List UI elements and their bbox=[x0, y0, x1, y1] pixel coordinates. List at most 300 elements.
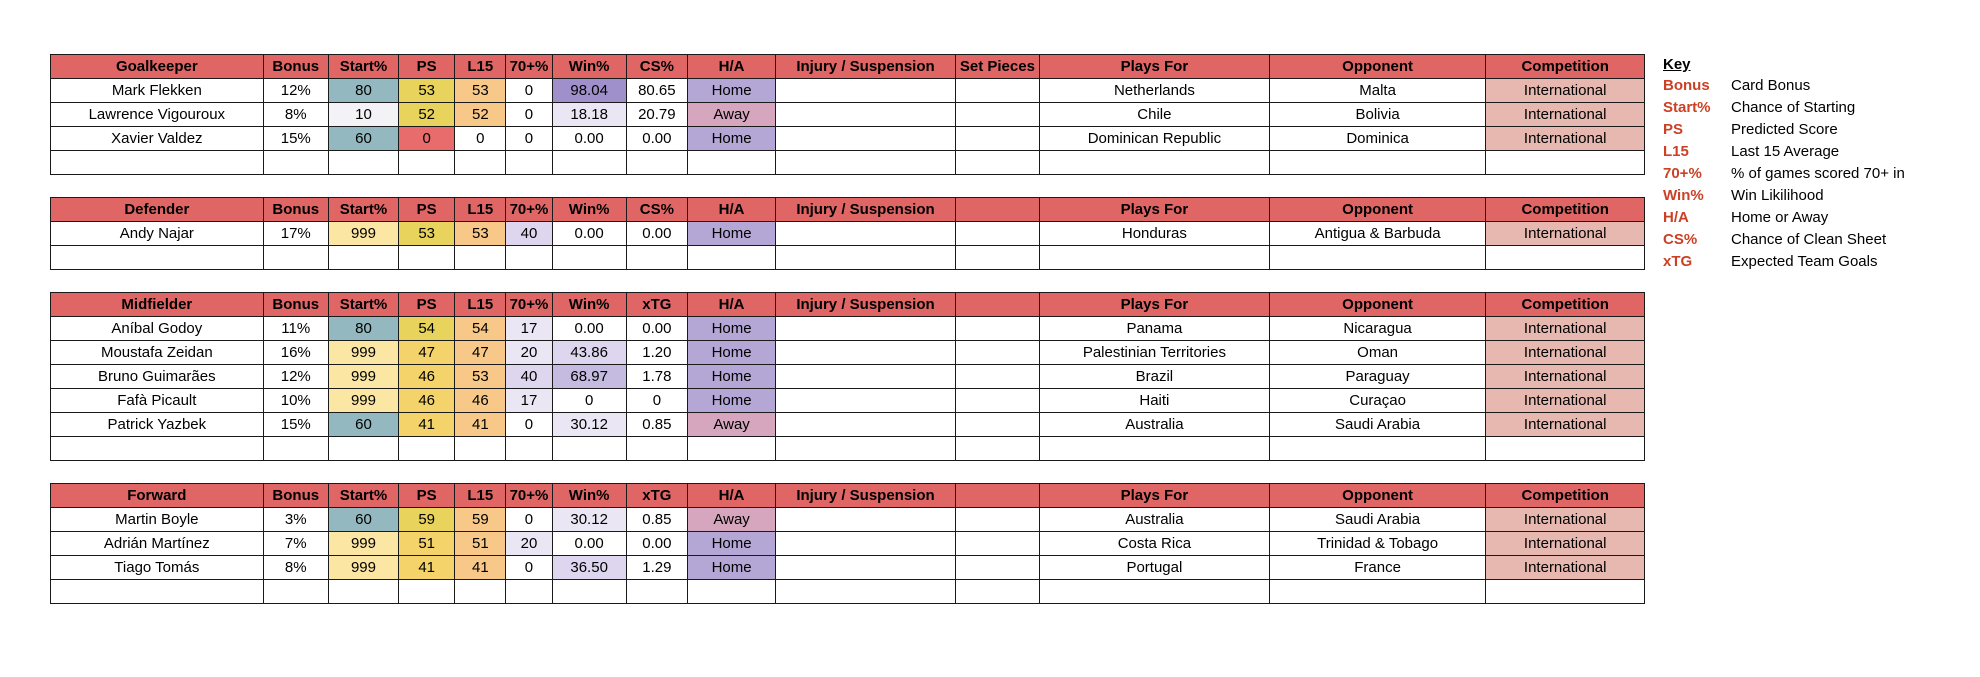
table-header-row bbox=[51, 293, 1645, 317]
header-cell: Bonus bbox=[263, 198, 328, 222]
player-tables bbox=[50, 54, 1645, 626]
empty-cell[interactable] bbox=[263, 437, 328, 461]
header-cell: Win% bbox=[552, 55, 626, 79]
start-cell[interactable]: 999 bbox=[328, 389, 398, 413]
set-pieces-cell[interactable] bbox=[955, 365, 1039, 389]
plays-for-cell[interactable]: Netherlands bbox=[1040, 79, 1270, 103]
header-cell: Bonus bbox=[263, 293, 328, 317]
opponent-cell[interactable]: Malta bbox=[1269, 79, 1486, 103]
home-away-cell[interactable]: Home bbox=[687, 556, 775, 580]
player-name-cell[interactable]: Fafà Picault bbox=[51, 389, 264, 413]
key-item bbox=[1663, 97, 1905, 119]
key-abbreviation: Win% bbox=[1663, 187, 1704, 204]
empty-cell[interactable] bbox=[626, 437, 687, 461]
empty-cell[interactable] bbox=[552, 437, 626, 461]
plays-for-cell[interactable]: Portugal bbox=[1040, 556, 1270, 580]
win-cell[interactable]: 36.50 bbox=[552, 556, 626, 580]
empty-cell[interactable] bbox=[455, 437, 506, 461]
empty-cell[interactable] bbox=[687, 246, 775, 270]
empty-cell[interactable] bbox=[552, 246, 626, 270]
seventy-plus-cell[interactable]: 40 bbox=[506, 365, 552, 389]
empty-row bbox=[51, 580, 1645, 604]
header-cell: L15 bbox=[455, 293, 506, 317]
empty-cell[interactable] bbox=[1486, 151, 1645, 175]
l15-cell[interactable]: 0 bbox=[455, 127, 506, 151]
key-item bbox=[1663, 163, 1905, 185]
ps-cell[interactable]: 51 bbox=[399, 532, 455, 556]
cs-cell[interactable]: 80.65 bbox=[626, 79, 687, 103]
plays-for-cell[interactable]: Dominican Republic bbox=[1040, 127, 1270, 151]
l15-cell[interactable]: 54 bbox=[455, 317, 506, 341]
win-cell[interactable]: 68.97 bbox=[552, 365, 626, 389]
ps-cell[interactable]: 41 bbox=[399, 413, 455, 437]
plays-for-cell[interactable]: Australia bbox=[1040, 508, 1270, 532]
header-cell: H/A bbox=[687, 484, 775, 508]
header-cell: H/A bbox=[687, 55, 775, 79]
key-item bbox=[1663, 141, 1905, 163]
xtg-cell[interactable]: 0.00 bbox=[626, 532, 687, 556]
seventy-plus-cell[interactable]: 0 bbox=[506, 508, 552, 532]
empty-cell[interactable] bbox=[1269, 580, 1486, 604]
header-cell: Forward bbox=[51, 484, 264, 508]
opponent-cell[interactable]: France bbox=[1269, 556, 1486, 580]
empty-cell[interactable] bbox=[455, 151, 506, 175]
opponent-cell[interactable]: Antigua & Barbuda bbox=[1269, 222, 1486, 246]
empty-cell[interactable] bbox=[1040, 151, 1270, 175]
win-cell[interactable]: 98.04 bbox=[552, 79, 626, 103]
player-name-cell[interactable]: Martin Boyle bbox=[51, 508, 264, 532]
empty-cell[interactable] bbox=[687, 437, 775, 461]
key-description: Chance of Starting bbox=[1731, 99, 1856, 116]
competition-cell[interactable]: International bbox=[1486, 317, 1645, 341]
key-item bbox=[1663, 119, 1905, 141]
header-cell: Bonus bbox=[263, 484, 328, 508]
header-cell: PS bbox=[399, 484, 455, 508]
opponent-cell[interactable]: Nicaragua bbox=[1269, 317, 1486, 341]
injury-cell[interactable] bbox=[776, 389, 956, 413]
header-cell: PS bbox=[399, 55, 455, 79]
l15-cell[interactable]: 53 bbox=[455, 79, 506, 103]
set-pieces-cell[interactable] bbox=[955, 103, 1039, 127]
empty-cell[interactable] bbox=[328, 437, 398, 461]
empty-cell[interactable] bbox=[776, 151, 956, 175]
l15-cell[interactable]: 53 bbox=[455, 222, 506, 246]
bonus-cell[interactable]: 3% bbox=[263, 508, 328, 532]
set-pieces-cell[interactable] bbox=[955, 341, 1039, 365]
header-cell: Start% bbox=[328, 55, 398, 79]
bonus-cell[interactable]: 10% bbox=[263, 389, 328, 413]
empty-cell[interactable] bbox=[328, 151, 398, 175]
empty-cell[interactable] bbox=[51, 151, 264, 175]
empty-cell[interactable] bbox=[328, 580, 398, 604]
set-pieces-cell[interactable] bbox=[955, 317, 1039, 341]
plays-for-cell[interactable]: Chile bbox=[1040, 103, 1270, 127]
bonus-cell[interactable]: 12% bbox=[263, 79, 328, 103]
seventy-plus-cell[interactable]: 40 bbox=[506, 222, 552, 246]
header-cell: Start% bbox=[328, 484, 398, 508]
start-cell[interactable]: 60 bbox=[328, 413, 398, 437]
header-cell: CS% bbox=[626, 198, 687, 222]
home-away-cell[interactable]: Home bbox=[687, 365, 775, 389]
empty-cell[interactable] bbox=[552, 580, 626, 604]
empty-cell[interactable] bbox=[1486, 580, 1645, 604]
empty-cell[interactable] bbox=[51, 246, 264, 270]
set-pieces-cell[interactable] bbox=[955, 79, 1039, 103]
opponent-cell[interactable]: Saudi Arabia bbox=[1269, 413, 1486, 437]
empty-cell[interactable] bbox=[955, 246, 1039, 270]
player-name-cell[interactable]: Tiago Tomás bbox=[51, 556, 264, 580]
empty-cell[interactable] bbox=[626, 246, 687, 270]
start-cell[interactable]: 999 bbox=[328, 556, 398, 580]
empty-cell[interactable] bbox=[1269, 246, 1486, 270]
set-pieces-cell[interactable] bbox=[955, 532, 1039, 556]
empty-cell[interactable] bbox=[263, 246, 328, 270]
header-cell: Competition bbox=[1486, 484, 1645, 508]
seventy-plus-cell[interactable]: 0 bbox=[506, 413, 552, 437]
table-row bbox=[51, 341, 1645, 365]
win-cell[interactable]: 30.12 bbox=[552, 413, 626, 437]
player-name-cell[interactable]: Andy Najar bbox=[51, 222, 264, 246]
header-cell: 70+% bbox=[506, 484, 552, 508]
player-name-cell[interactable]: Mark Flekken bbox=[51, 79, 264, 103]
seventy-plus-cell[interactable]: 17 bbox=[506, 389, 552, 413]
empty-cell[interactable] bbox=[687, 580, 775, 604]
key-title: Key bbox=[1663, 56, 1691, 73]
empty-cell[interactable] bbox=[955, 151, 1039, 175]
empty-cell[interactable] bbox=[263, 151, 328, 175]
header-cell: Opponent bbox=[1269, 55, 1486, 79]
bonus-cell[interactable]: 15% bbox=[263, 127, 328, 151]
injury-cell[interactable] bbox=[776, 508, 956, 532]
header-cell: xTG bbox=[626, 484, 687, 508]
seventy-plus-cell[interactable]: 0 bbox=[506, 79, 552, 103]
empty-cell[interactable] bbox=[626, 580, 687, 604]
start-cell[interactable]: 999 bbox=[328, 341, 398, 365]
bonus-cell[interactable]: 8% bbox=[263, 556, 328, 580]
empty-cell[interactable] bbox=[399, 151, 455, 175]
home-away-cell[interactable]: Away bbox=[687, 103, 775, 127]
injury-cell[interactable] bbox=[776, 317, 956, 341]
xtg-cell[interactable]: 1.78 bbox=[626, 365, 687, 389]
seventy-plus-cell[interactable]: 0 bbox=[506, 556, 552, 580]
competition-cell[interactable]: International bbox=[1486, 103, 1645, 127]
home-away-cell[interactable]: Home bbox=[687, 389, 775, 413]
l15-cell[interactable]: 47 bbox=[455, 341, 506, 365]
table-header-row bbox=[51, 198, 1645, 222]
seventy-plus-cell[interactable]: 0 bbox=[506, 103, 552, 127]
bonus-cell[interactable]: 15% bbox=[263, 413, 328, 437]
competition-cell[interactable]: International bbox=[1486, 79, 1645, 103]
win-cell[interactable]: 0.00 bbox=[552, 317, 626, 341]
table-row bbox=[51, 556, 1645, 580]
empty-cell[interactable] bbox=[455, 246, 506, 270]
start-cell[interactable]: 60 bbox=[328, 508, 398, 532]
header-cell: Plays For bbox=[1040, 55, 1270, 79]
empty-cell[interactable] bbox=[263, 580, 328, 604]
home-away-cell[interactable]: Home bbox=[687, 532, 775, 556]
start-cell[interactable]: 60 bbox=[328, 127, 398, 151]
key-item bbox=[1663, 75, 1905, 97]
key-description: % of games scored 70+ in bbox=[1731, 165, 1905, 182]
injury-cell[interactable] bbox=[776, 365, 956, 389]
header-cell: Plays For bbox=[1040, 198, 1270, 222]
ps-cell[interactable]: 59 bbox=[399, 508, 455, 532]
player-name-cell[interactable]: Moustafa Zeidan bbox=[51, 341, 264, 365]
set-pieces-cell[interactable] bbox=[955, 413, 1039, 437]
xtg-cell[interactable]: 0.85 bbox=[626, 413, 687, 437]
table-row bbox=[51, 222, 1645, 246]
empty-cell[interactable] bbox=[1040, 246, 1270, 270]
set-pieces-cell[interactable] bbox=[955, 127, 1039, 151]
injury-cell[interactable] bbox=[776, 556, 956, 580]
win-cell[interactable]: 0.00 bbox=[552, 222, 626, 246]
injury-cell[interactable] bbox=[776, 103, 956, 127]
l15-cell[interactable]: 53 bbox=[455, 365, 506, 389]
competition-cell[interactable]: International bbox=[1486, 508, 1645, 532]
xtg-cell[interactable]: 0.00 bbox=[626, 317, 687, 341]
header-cell: Win% bbox=[552, 293, 626, 317]
empty-cell[interactable] bbox=[1040, 437, 1270, 461]
header-cell: L15 bbox=[455, 198, 506, 222]
ps-cell[interactable]: 41 bbox=[399, 556, 455, 580]
injury-cell[interactable] bbox=[776, 532, 956, 556]
empty-cell[interactable] bbox=[506, 580, 552, 604]
opponent-cell[interactable]: Trinidad & Tobago bbox=[1269, 532, 1486, 556]
player-name-cell[interactable]: Xavier Valdez bbox=[51, 127, 264, 151]
player-name-cell[interactable]: Bruno Guimarães bbox=[51, 365, 264, 389]
header-cell: Start% bbox=[328, 198, 398, 222]
header-cell: CS% bbox=[626, 55, 687, 79]
competition-cell[interactable]: International bbox=[1486, 222, 1645, 246]
xtg-cell[interactable]: 1.29 bbox=[626, 556, 687, 580]
table-row bbox=[51, 413, 1645, 437]
header-cell: Goalkeeper bbox=[51, 55, 264, 79]
ps-cell[interactable]: 54 bbox=[399, 317, 455, 341]
player-name-cell[interactable]: Aníbal Godoy bbox=[51, 317, 264, 341]
key-item bbox=[1663, 251, 1905, 273]
header-cell: Injury / Suspension bbox=[776, 55, 956, 79]
table-row bbox=[51, 508, 1645, 532]
competition-cell[interactable]: International bbox=[1486, 389, 1645, 413]
empty-cell[interactable] bbox=[776, 246, 956, 270]
l15-cell[interactable]: 59 bbox=[455, 508, 506, 532]
opponent-cell[interactable]: Dominica bbox=[1269, 127, 1486, 151]
empty-cell[interactable] bbox=[51, 437, 264, 461]
bonus-cell[interactable]: 17% bbox=[263, 222, 328, 246]
header-cell: Set Pieces bbox=[955, 55, 1039, 79]
header-cell: L15 bbox=[455, 484, 506, 508]
empty-cell[interactable] bbox=[1040, 580, 1270, 604]
header-cell: Start% bbox=[328, 293, 398, 317]
cs-cell[interactable]: 20.79 bbox=[626, 103, 687, 127]
empty-cell[interactable] bbox=[626, 151, 687, 175]
win-cell[interactable]: 43.86 bbox=[552, 341, 626, 365]
key-item bbox=[1663, 207, 1905, 229]
ps-cell[interactable]: 53 bbox=[399, 222, 455, 246]
header-cell: xTG bbox=[626, 293, 687, 317]
table-row bbox=[51, 103, 1645, 127]
set-pieces-cell[interactable] bbox=[955, 508, 1039, 532]
xtg-cell[interactable]: 0.85 bbox=[626, 508, 687, 532]
competition-cell[interactable]: International bbox=[1486, 413, 1645, 437]
injury-cell[interactable] bbox=[776, 79, 956, 103]
header-cell: Win% bbox=[552, 484, 626, 508]
table-row bbox=[51, 317, 1645, 341]
ps-cell[interactable]: 53 bbox=[399, 79, 455, 103]
key-description: Predicted Score bbox=[1731, 121, 1838, 138]
plays-for-cell[interactable]: Costa Rica bbox=[1040, 532, 1270, 556]
opponent-cell[interactable]: Saudi Arabia bbox=[1269, 508, 1486, 532]
home-away-cell[interactable]: Home bbox=[687, 79, 775, 103]
ps-cell[interactable]: 0 bbox=[399, 127, 455, 151]
key-description: Win Likilihood bbox=[1731, 187, 1824, 204]
header-cell: Injury / Suspension bbox=[776, 484, 956, 508]
empty-cell[interactable] bbox=[1269, 437, 1486, 461]
key-abbreviation: 70+% bbox=[1663, 165, 1702, 182]
player-name-cell[interactable]: Patrick Yazbek bbox=[51, 413, 264, 437]
ps-cell[interactable]: 46 bbox=[399, 389, 455, 413]
empty-cell[interactable] bbox=[399, 580, 455, 604]
empty-cell[interactable] bbox=[51, 580, 264, 604]
empty-cell[interactable] bbox=[776, 580, 956, 604]
bonus-cell[interactable]: 11% bbox=[263, 317, 328, 341]
header-cell: 70+% bbox=[506, 293, 552, 317]
key-legend bbox=[1663, 54, 1905, 273]
home-away-cell[interactable]: Home bbox=[687, 341, 775, 365]
seventy-plus-cell[interactable]: 20 bbox=[506, 341, 552, 365]
set-pieces-cell[interactable] bbox=[955, 389, 1039, 413]
home-away-cell[interactable]: Home bbox=[687, 317, 775, 341]
injury-cell[interactable] bbox=[776, 413, 956, 437]
competition-cell[interactable]: International bbox=[1486, 127, 1645, 151]
header-cell bbox=[955, 198, 1039, 222]
empty-cell[interactable] bbox=[1486, 246, 1645, 270]
key-item bbox=[1663, 229, 1905, 251]
opponent-cell[interactable]: Paraguay bbox=[1269, 365, 1486, 389]
set-pieces-cell[interactable] bbox=[955, 222, 1039, 246]
xtg-cell[interactable]: 1.20 bbox=[626, 341, 687, 365]
start-cell[interactable]: 999 bbox=[328, 222, 398, 246]
ps-cell[interactable]: 52 bbox=[399, 103, 455, 127]
competition-cell[interactable]: International bbox=[1486, 365, 1645, 389]
ps-cell[interactable]: 47 bbox=[399, 341, 455, 365]
l15-cell[interactable]: 41 bbox=[455, 413, 506, 437]
cs-cell[interactable]: 0.00 bbox=[626, 127, 687, 151]
competition-cell[interactable]: International bbox=[1486, 556, 1645, 580]
empty-cell[interactable] bbox=[776, 437, 956, 461]
bonus-cell[interactable]: 8% bbox=[263, 103, 328, 127]
empty-cell[interactable] bbox=[687, 151, 775, 175]
seventy-plus-cell[interactable]: 17 bbox=[506, 317, 552, 341]
start-cell[interactable]: 80 bbox=[328, 317, 398, 341]
start-cell[interactable]: 10 bbox=[328, 103, 398, 127]
cs-cell[interactable]: 0.00 bbox=[626, 222, 687, 246]
empty-row bbox=[51, 437, 1645, 461]
header-cell: Competition bbox=[1486, 198, 1645, 222]
header-cell: Plays For bbox=[1040, 484, 1270, 508]
key-description: Home or Away bbox=[1731, 209, 1829, 226]
home-away-cell[interactable]: Away bbox=[687, 508, 775, 532]
l15-cell[interactable]: 51 bbox=[455, 532, 506, 556]
opponent-cell[interactable]: Bolivia bbox=[1269, 103, 1486, 127]
midfielder-table bbox=[50, 292, 1645, 461]
start-cell[interactable]: 999 bbox=[328, 365, 398, 389]
start-cell[interactable]: 999 bbox=[328, 532, 398, 556]
l15-cell[interactable]: 46 bbox=[455, 389, 506, 413]
competition-cell[interactable]: International bbox=[1486, 532, 1645, 556]
empty-cell[interactable] bbox=[552, 151, 626, 175]
home-away-cell[interactable]: Home bbox=[687, 222, 775, 246]
plays-for-cell[interactable]: Brazil bbox=[1040, 365, 1270, 389]
win-cell[interactable]: 0 bbox=[552, 389, 626, 413]
key-item bbox=[1663, 185, 1905, 207]
home-away-cell[interactable]: Away bbox=[687, 413, 775, 437]
empty-cell[interactable] bbox=[455, 580, 506, 604]
win-cell[interactable]: 0.00 bbox=[552, 127, 626, 151]
xtg-cell[interactable]: 0 bbox=[626, 389, 687, 413]
empty-cell[interactable] bbox=[955, 437, 1039, 461]
header-cell: Injury / Suspension bbox=[776, 293, 956, 317]
injury-cell[interactable] bbox=[776, 341, 956, 365]
player-name-cell[interactable]: Adrián Martínez bbox=[51, 532, 264, 556]
key-description: Chance of Clean Sheet bbox=[1731, 231, 1887, 248]
key-abbreviation: CS% bbox=[1663, 231, 1698, 248]
header-cell: Win% bbox=[552, 198, 626, 222]
l15-cell[interactable]: 52 bbox=[455, 103, 506, 127]
player-name-cell[interactable]: Lawrence Vigouroux bbox=[51, 103, 264, 127]
plays-for-cell[interactable]: Honduras bbox=[1040, 222, 1270, 246]
ps-cell[interactable]: 46 bbox=[399, 365, 455, 389]
seventy-plus-cell[interactable]: 20 bbox=[506, 532, 552, 556]
opponent-cell[interactable]: Curaçao bbox=[1269, 389, 1486, 413]
header-cell: Opponent bbox=[1269, 198, 1486, 222]
key-abbreviation: PS bbox=[1663, 121, 1684, 138]
start-cell[interactable]: 80 bbox=[328, 79, 398, 103]
plays-for-cell[interactable]: Panama bbox=[1040, 317, 1270, 341]
injury-cell[interactable] bbox=[776, 127, 956, 151]
home-away-cell[interactable]: Home bbox=[687, 127, 775, 151]
injury-cell[interactable] bbox=[776, 222, 956, 246]
header-cell: H/A bbox=[687, 198, 775, 222]
plays-for-cell[interactable]: Haiti bbox=[1040, 389, 1270, 413]
empty-cell[interactable] bbox=[399, 246, 455, 270]
opponent-cell[interactable]: Oman bbox=[1269, 341, 1486, 365]
bonus-cell[interactable]: 12% bbox=[263, 365, 328, 389]
empty-row bbox=[51, 246, 1645, 270]
empty-cell[interactable] bbox=[399, 437, 455, 461]
empty-cell[interactable] bbox=[955, 580, 1039, 604]
empty-cell[interactable] bbox=[1486, 437, 1645, 461]
bonus-cell[interactable]: 16% bbox=[263, 341, 328, 365]
set-pieces-cell[interactable] bbox=[955, 556, 1039, 580]
win-cell[interactable]: 30.12 bbox=[552, 508, 626, 532]
header-cell: Competition bbox=[1486, 55, 1645, 79]
win-cell[interactable]: 18.18 bbox=[552, 103, 626, 127]
empty-cell[interactable] bbox=[1269, 151, 1486, 175]
empty-cell[interactable] bbox=[506, 246, 552, 270]
empty-cell[interactable] bbox=[506, 151, 552, 175]
bonus-cell[interactable]: 7% bbox=[263, 532, 328, 556]
competition-cell[interactable]: International bbox=[1486, 341, 1645, 365]
l15-cell[interactable]: 41 bbox=[455, 556, 506, 580]
empty-cell[interactable] bbox=[328, 246, 398, 270]
seventy-plus-cell[interactable]: 0 bbox=[506, 127, 552, 151]
forward-table bbox=[50, 483, 1645, 604]
plays-for-cell[interactable]: Palestinian Territories bbox=[1040, 341, 1270, 365]
win-cell[interactable]: 0.00 bbox=[552, 532, 626, 556]
empty-cell[interactable] bbox=[506, 437, 552, 461]
plays-for-cell[interactable]: Australia bbox=[1040, 413, 1270, 437]
